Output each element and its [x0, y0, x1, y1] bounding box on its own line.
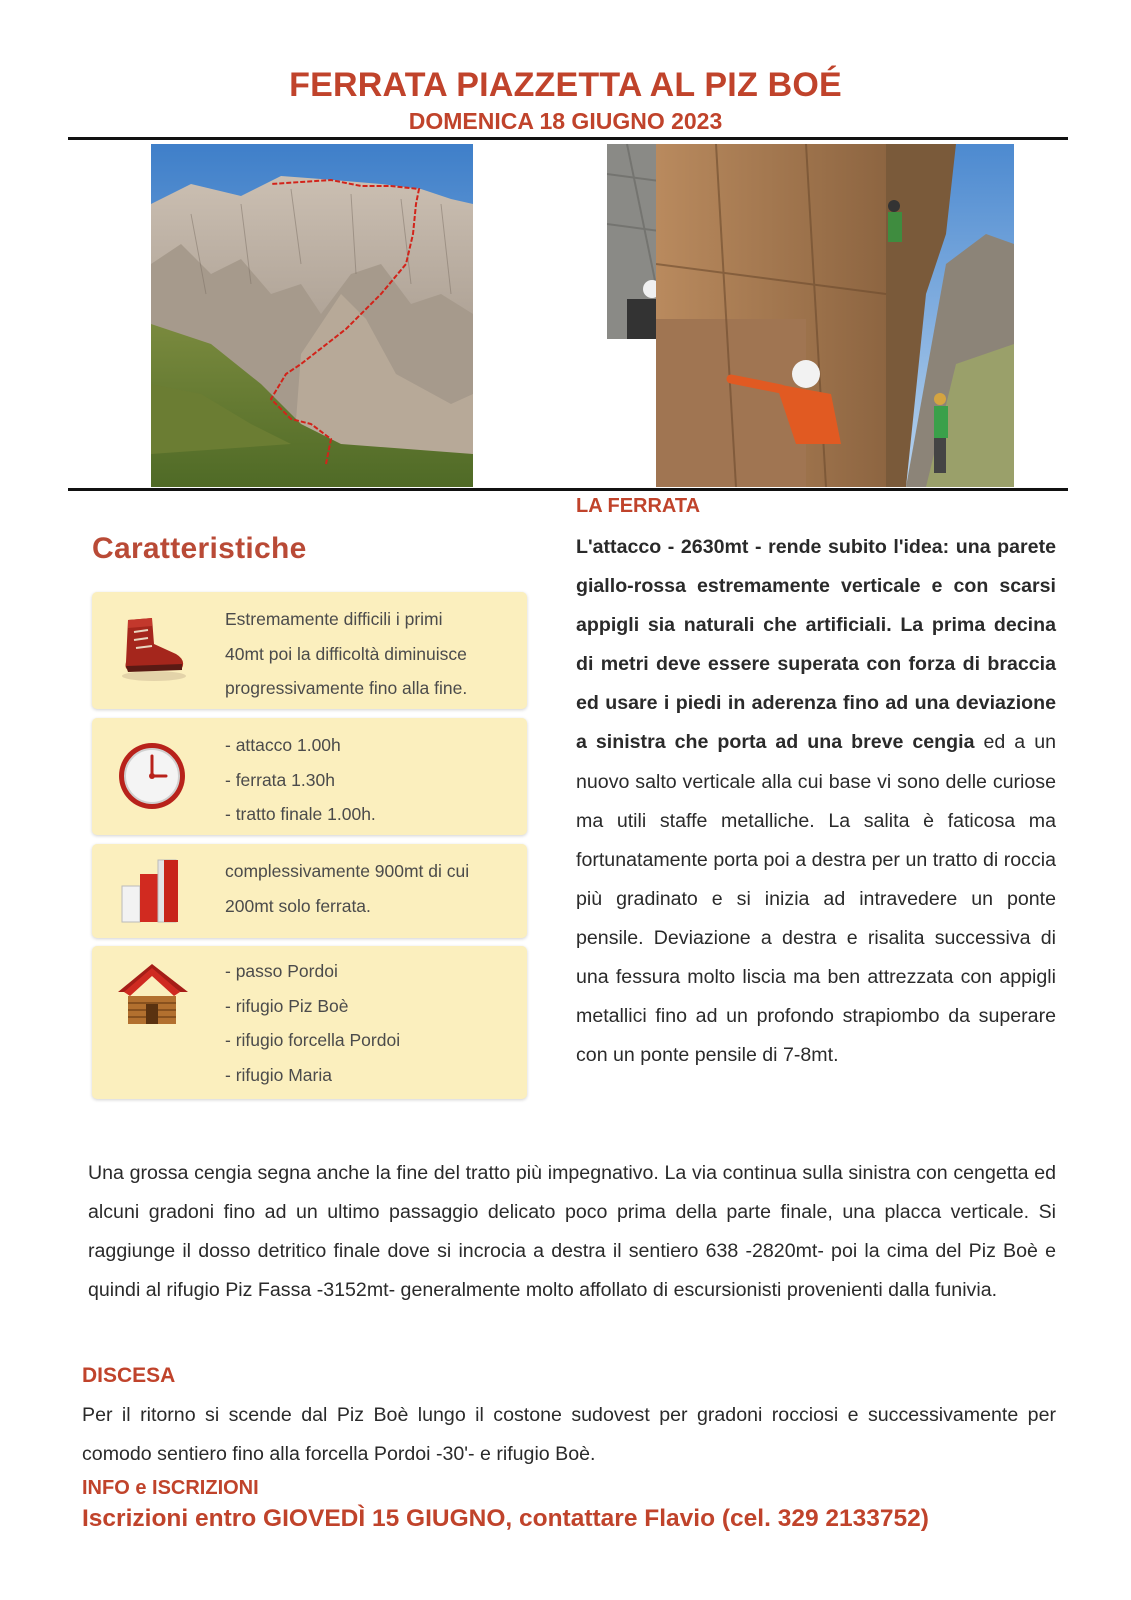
ferrata-continued: Una grossa cengia segna anche la fine del tratto più impegnativo. La via continua sulla sinistra con cengetta ed alcuni gradoni fino ad un ultimo passaggio delicato poco prima della parte finale, una placca verticale. Si raggiunge il dosso detritico finale dove si incrocia a destra il sentiero 638 -2820mt- poi la cima del Piz Boè e quindi al rifugio Piz Fassa -3152mt- generalmente molto affollato di escursionisti provenienti dalla funivia. — [88, 1162, 1056, 1302]
clock-icon — [114, 738, 192, 816]
discesa-text: Per il ritorno si scende dal Piz Boè lungo il costone sudovest per gradoni rocciosi e successivamente per comodo sentiero fino alla forcella Pordoi -30'- e rifugio Boè. — [82, 1404, 1056, 1466]
card-line: Estremamente difficili i primi — [225, 609, 443, 629]
divider-bottom — [68, 488, 1068, 491]
card-line: 200mt solo ferrata. — [225, 895, 371, 916]
info-text: Iscrizioni entro GIOVEDÌ 15 GIUGNO, contattare Flavio (cel. 329 2133752) — [82, 1505, 929, 1532]
card-locations — [92, 946, 527, 1099]
card-line: - rifugio Piz Boè — [225, 995, 349, 1016]
ferrata-description — [576, 528, 1056, 1075]
ferrata-description-normal: ed a un nuovo salto verticale alla cui base vi sono delle curiose ma utili staffe metalliche. La salita è faticosa ma fortunatamente porta poi a destra per un tratto di roccia più gradinato e si inizia ad intravedere un ponte pensile. Deviazione a destra e risalita successiva di una fessura molto liscia ma ben attrezzata con appigli metallici fino ad un profondo strapiombo da superare con un ponte pensile di 7-8mt. — [576, 731, 1056, 1067]
boot-icon — [114, 610, 192, 688]
info-heading: INFO e ISCRIZIONI — [82, 1477, 259, 1499]
ferrata-description-bold: L'attacco - 2630mt - rende subito l'idea: una parete giallo-rossa estremamente verticale e con scarsi appigli sia naturali che artificiali. La prima decina di metri deve essere superata con forza di braccia ed usare i piedi in aderenza fino ad una deviazione a sinistra che porta ad una breve cengia — [576, 536, 1056, 754]
card-line: - rifugio forcella Pordoi — [225, 1030, 401, 1050]
card-line: - passo Pordoi — [225, 961, 338, 981]
card-difficulty — [92, 592, 527, 709]
climbers-ferrata-photo — [656, 144, 1014, 487]
card-line: - attacco 1.00h — [225, 735, 341, 755]
card-line: 40mt poi la difficoltà diminuisce — [225, 643, 467, 664]
card-line: - rifugio Maria — [225, 1064, 332, 1085]
card-line: - ferrata 1.30h — [225, 769, 335, 790]
card-line: progressivamente fino alla fine. — [225, 678, 468, 698]
hut-icon — [114, 956, 192, 1034]
mountain-route-photo — [151, 144, 473, 487]
page-title: FERRATA PIAZZETTA AL PIZ BOÉ — [289, 66, 842, 104]
elevation-chart-icon — [114, 852, 192, 930]
ferrata-heading: LA FERRATA — [576, 495, 701, 517]
divider-top — [68, 137, 1068, 140]
card-elevation — [92, 844, 527, 938]
caratteristiche-heading: Caratteristiche — [92, 532, 307, 565]
card-line: - tratto finale 1.00h. — [225, 804, 376, 824]
card-line: complessivamente 900mt di cui — [225, 861, 470, 881]
discesa-heading: DISCESA — [82, 1364, 176, 1387]
page-subtitle: DOMENICA 18 GIUGNO 2023 — [408, 108, 723, 134]
card-times — [92, 718, 527, 835]
